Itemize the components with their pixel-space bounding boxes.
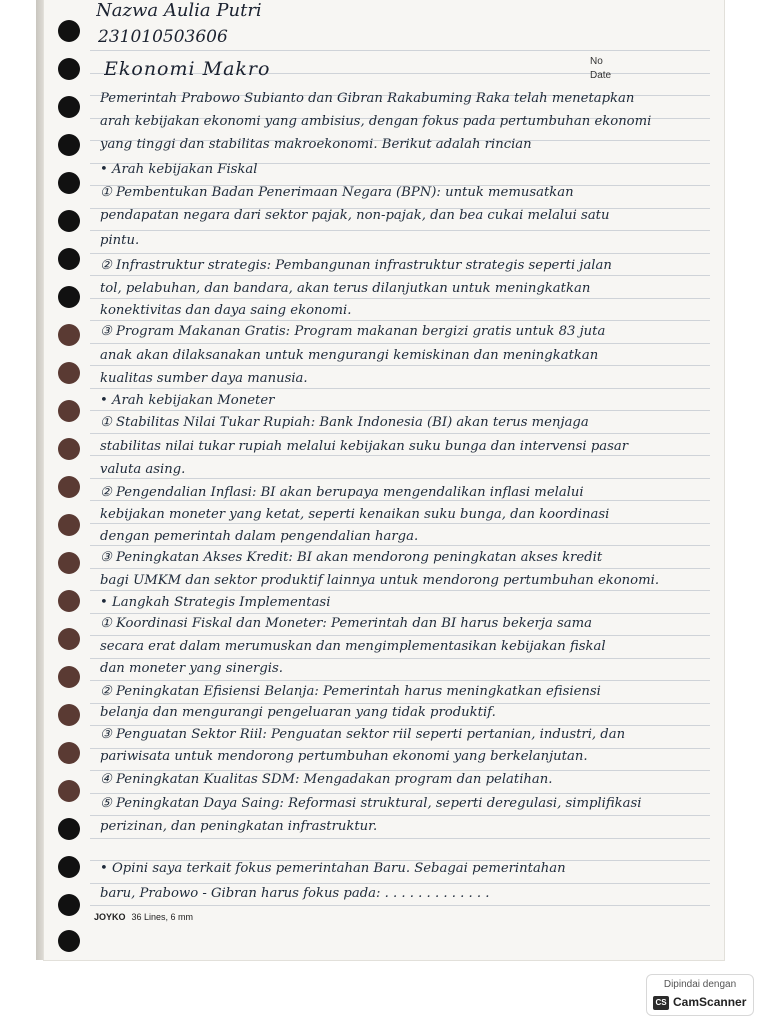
text-line: ④ Peningkatan Kualitas SDM: Mengadakan program dan pelatihan. xyxy=(100,772,553,787)
text-line: Pemerintah Prabowo Subianto dan Gibran Rakabuming Raka telah menetapkan xyxy=(100,91,635,106)
text-line: ① Stabilitas Nilai Tukar Rupiah: Bank Indonesia (BI) akan terus menjaga xyxy=(100,415,589,430)
ruled-line xyxy=(90,275,710,276)
brand-spec: 36 Lines, 6 mm xyxy=(131,912,194,922)
binder-hole xyxy=(58,894,80,916)
binder-hole xyxy=(58,134,80,156)
ruled-line xyxy=(90,433,710,434)
text-line: ⑤ Peningkatan Daya Saing: Reformasi struktural, seperti deregulasi, simplifikasi xyxy=(100,796,642,811)
binder-hole xyxy=(58,818,80,840)
text-line: ③ Program Makanan Gratis: Program makanan bergizi gratis untuk 83 juta xyxy=(100,324,606,339)
ruled-line xyxy=(90,365,710,366)
ruled-line xyxy=(90,298,710,299)
binder-hole xyxy=(58,780,80,802)
text-line: dan moneter yang sinergis. xyxy=(100,661,283,676)
camscanner-logo-icon: CS xyxy=(653,996,669,1010)
ruled-line xyxy=(90,815,710,816)
text-line: pendapatan negara dari sektor pajak, non-pajak, dan bea cukai melalui satu xyxy=(100,208,610,223)
text-line: • Arah kebijakan Fiskal xyxy=(100,162,258,177)
text-line: • Opini saya terkait fokus pemerintahan Baru. Sebagai pemerintahan xyxy=(100,861,566,876)
binder-hole xyxy=(58,58,80,80)
scanner-app-name: CamScanner xyxy=(673,995,747,1009)
ruled-line xyxy=(90,590,710,591)
text-line: belanja dan mengurangi pengeluaran yang tidak produktif. xyxy=(100,705,496,720)
ruled-line xyxy=(90,905,710,906)
binder-hole xyxy=(58,476,80,498)
binder-hole xyxy=(58,438,80,460)
text-line: secara erat dalam merumuskan dan mengimplementasikan kebijakan fiskal xyxy=(100,639,606,654)
binder-hole xyxy=(58,362,80,384)
binder-hole xyxy=(58,590,80,612)
text-line: baru, Prabowo - Gibran harus fokus pada: . . . . . . . . . . . . . xyxy=(100,886,490,901)
binder-hole xyxy=(58,628,80,650)
text-line: • Arah kebijakan Moneter xyxy=(100,393,275,408)
ruled-line xyxy=(90,320,710,321)
text-line: tol, pelabuhan, dan bandara, akan terus dilanjutkan untuk meningkatkan xyxy=(100,281,591,296)
ruled-line xyxy=(90,388,710,389)
binder-hole xyxy=(58,552,80,574)
text-line: pariwisata untuk mendorong pertumbuhan ekonomi yang berkelanjutan. xyxy=(100,749,588,764)
text-line: pintu. xyxy=(100,233,140,248)
notebook-brand xyxy=(94,912,193,922)
text-line: ② Pengendalian Inflasi: BI akan berupaya mengendalikan inflasi melalui xyxy=(100,485,584,500)
ruled-line xyxy=(90,253,710,254)
ruled-line xyxy=(90,410,710,411)
ruled-line xyxy=(90,568,710,569)
text-line: yang tinggi dan stabilitas makroekonomi. Berikut adalah rincian xyxy=(100,137,532,152)
text-line: arah kebijakan ekonomi yang ambisius, dengan fokus pada pertumbuhan ekonomi xyxy=(100,114,652,129)
date-label: Date xyxy=(590,70,612,81)
binder-hole xyxy=(58,742,80,764)
student-id: 231010503606 xyxy=(98,28,228,46)
text-line: ① Pembentukan Badan Penerimaan Negara (BPN): untuk memusatkan xyxy=(100,185,574,200)
binder-hole xyxy=(58,210,80,232)
text-line: stabilitas nilai tukar rupiah melalui kebijakan suku bunga dan intervensi pasar xyxy=(100,439,629,454)
ruled-line xyxy=(90,838,710,839)
binder-hole xyxy=(58,172,80,194)
ruled-line xyxy=(90,343,710,344)
student-name: Nazwa Aulia Putri xyxy=(96,2,262,20)
binder-hole xyxy=(58,248,80,270)
ruled-line xyxy=(90,230,710,231)
ruled-line xyxy=(90,658,710,659)
text-line: ③ Penguatan Sektor Riil: Penguatan sektor riil seperti pertanian, industri, dan xyxy=(100,727,626,742)
binder-hole xyxy=(58,666,80,688)
binder-hole xyxy=(58,514,80,536)
ruled-line xyxy=(90,613,710,614)
binder-hole xyxy=(58,324,80,346)
text-line: ② Infrastruktur strategis: Pembangunan infrastruktur strategis seperti jalan xyxy=(100,258,612,273)
text-line: ③ Peningkatan Akses Kredit: BI akan mendorong peningkatan akses kredit xyxy=(100,550,603,565)
binder-hole xyxy=(58,930,80,952)
ruled-line xyxy=(90,635,710,636)
text-line: anak akan dilaksanakan untuk mengurangi kemiskinan dan meningkatkan xyxy=(100,348,599,363)
ruled-line xyxy=(90,793,710,794)
binder-hole xyxy=(58,856,80,878)
text-line: • Langkah Strategis Implementasi xyxy=(100,595,331,610)
page-title: Ekonomi Makro xyxy=(104,60,271,78)
ruled-line xyxy=(90,50,710,51)
scanner-caption: Dipindai dengan xyxy=(663,979,737,990)
binder-hole xyxy=(58,96,80,118)
text-line: ② Peningkatan Efisiensi Belanja: Pemerintah harus meningkatkan efisiensi xyxy=(100,684,601,699)
text-line: valuta asing. xyxy=(100,462,186,477)
binder-hole xyxy=(58,400,80,422)
text-line: bagi UMKM dan sektor produktif lainnya untuk mendorong pertumbuhan ekonomi. xyxy=(100,573,660,588)
ruled-line xyxy=(90,680,710,681)
text-line: konektivitas dan daya saing ekonomi. xyxy=(100,303,352,318)
text-line: dengan pemerintah dalam pengendalian harga. xyxy=(100,529,419,544)
text-line: perizinan, dan peningkatan infrastruktur. xyxy=(100,819,378,834)
binder-hole xyxy=(58,286,80,308)
no-label: No xyxy=(590,56,603,67)
text-line: kebijakan moneter yang ketat, seperti kenaikan suku bunga, dan koordinasi xyxy=(100,507,610,522)
brand-name: JOYKO xyxy=(94,912,126,922)
text-line: kualitas sumber daya manusia. xyxy=(100,371,308,386)
camscanner-watermark xyxy=(646,974,754,1016)
ruled-line xyxy=(90,883,710,884)
text-line: ① Koordinasi Fiskal dan Moneter: Pemerintah dan BI harus bekerja sama xyxy=(100,616,592,631)
binder-hole xyxy=(58,20,80,42)
binder-hole xyxy=(58,704,80,726)
